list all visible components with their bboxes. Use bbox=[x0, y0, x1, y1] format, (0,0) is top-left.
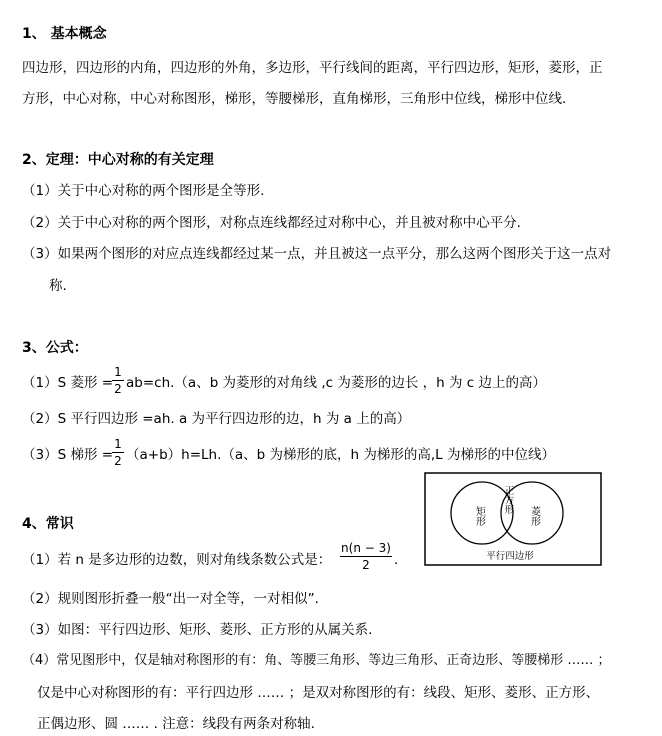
section-1-line-2: 方形，中心对称，中心对称图形，梯形，等腰梯形，直角梯形，三角形中位线，梯形中位线. bbox=[22, 91, 567, 107]
formula-trapezoid-suffix: （a+b）h=Lh.（a、b 为梯形的底，h 为梯形的高,L 为梯形的中位线） bbox=[126, 447, 555, 463]
section-4-item-1-suffix: . bbox=[394, 552, 399, 568]
formula-trapezoid-prefix: （3）S 梯形 = bbox=[22, 447, 114, 463]
parallelogram-label: 平行四边形 bbox=[486, 551, 534, 562]
fraction-denominator: 2 bbox=[114, 382, 122, 396]
section-3-heading: 3、公式： bbox=[22, 340, 88, 356]
rectangle-label: 矩形 bbox=[473, 506, 485, 526]
quadrilateral-venn-diagram bbox=[424, 472, 604, 568]
section-4-item-1-prefix: （1）若 n 是多边形的边数，则对角线条数公式是： bbox=[22, 552, 332, 568]
fraction-bar bbox=[112, 380, 124, 381]
fraction-bar bbox=[340, 556, 392, 557]
fraction-denominator: 2 bbox=[362, 558, 370, 572]
section-2-item-2: （2）关于中心对称的两个图形，对称点连线都经过对称中心，并且被对称中心平分. bbox=[22, 215, 521, 231]
fraction-numerator: n(n − 3) bbox=[341, 541, 391, 555]
rhombus-label: 菱形 bbox=[528, 506, 540, 526]
formula-parallelogram: （2）S 平行四边形 =ah. a 为平行四边形的边，h 为 a 上的高） bbox=[22, 411, 411, 427]
section-4-item-4a: （4）常见图形中，仅是轴对称图形的有：角、等腰三角形、等边三角形、正奇边形、等腰梯形 …… ； bbox=[22, 653, 611, 668]
section-4-item-2: （2）规则图形折叠一般“出一对全等，一对相似”. bbox=[22, 591, 319, 607]
section-4-item-4c: 正偶边形、圆 …… . 注意：线段有两条对称轴. bbox=[37, 716, 315, 732]
section-2-item-3a: （3）如果两个图形的对应点连线都经过某一点，并且被这一点平分，那么这两个图形关于这一点对 bbox=[22, 246, 612, 262]
fraction-numerator: 1 bbox=[114, 365, 122, 379]
section-1-line-1: 四边形，四边形的内角，四边形的外角，多边形，平行线间的距离，平行四边形，矩形，菱形，正 bbox=[22, 60, 603, 76]
section-4-heading: 4、常识 bbox=[22, 516, 74, 532]
fraction-denominator: 2 bbox=[114, 454, 122, 468]
section-2-heading: 2、定理：中心对称的有关定理 bbox=[22, 152, 214, 168]
section-1-heading: 1、 基本概念 bbox=[22, 26, 107, 42]
fraction-numerator: 1 bbox=[114, 437, 122, 451]
fraction-bar bbox=[112, 452, 124, 453]
section-4-item-3: （3）如图：平行四边形、矩形、菱形、正方形的从属关系. bbox=[22, 622, 373, 638]
formula-rhombus-prefix: （1）S 菱形 = bbox=[22, 375, 114, 391]
diagonal-count-fraction bbox=[340, 541, 392, 572]
formula-trapezoid-fraction bbox=[112, 437, 124, 468]
formula-rhombus-suffix: ab=ch.（a、b 为菱形的对角线 ,c 为菱形的边长 ，h 为 c 边上的高） bbox=[126, 375, 546, 391]
section-4-item-4b: 仅是中心对称图形的有：平行四边形 …… ；是双对称图形的有：线段、矩形、菱形、正方形、 bbox=[37, 685, 600, 701]
section-2-item-1: （1）关于中心对称的两个图形是全等形. bbox=[22, 183, 265, 199]
formula-rhombus-fraction bbox=[112, 365, 124, 396]
square-label: 正方形 bbox=[502, 485, 514, 515]
section-2-item-3b: 称. bbox=[49, 278, 67, 294]
